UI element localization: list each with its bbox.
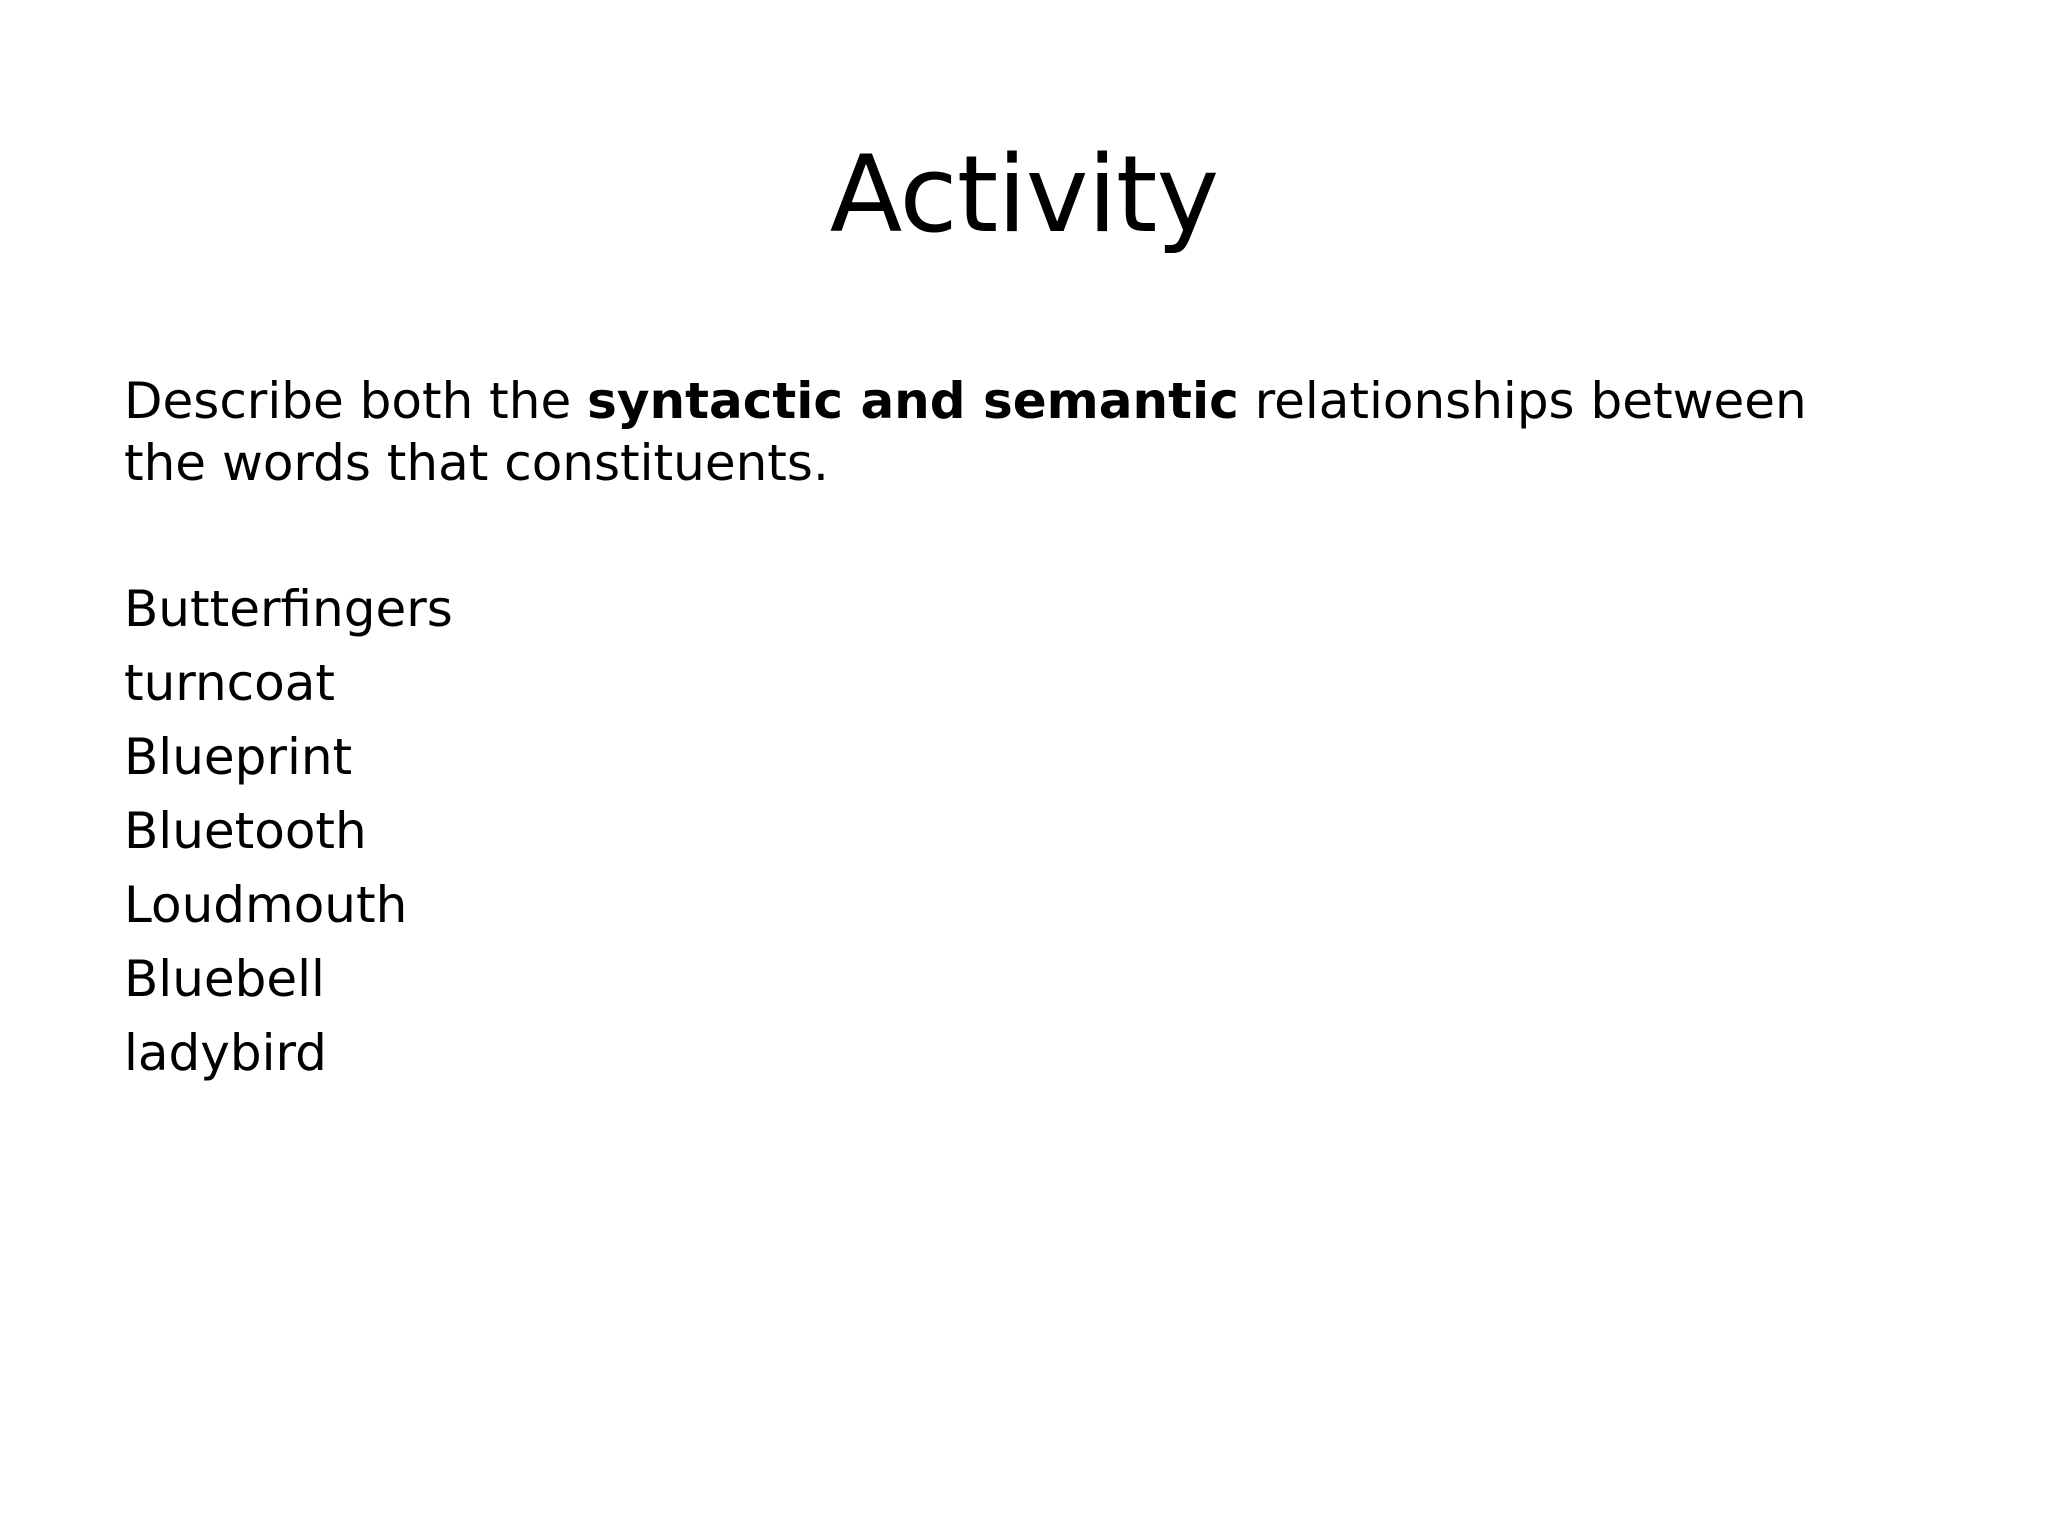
word-item: Bluebell	[124, 950, 325, 1008]
word-item: Butterfingers	[124, 580, 453, 638]
instruction-text-before: Describe both the	[124, 372, 588, 430]
word-item: Loudmouth	[124, 876, 408, 934]
instruction-text	[124, 370, 1904, 494]
word-item: Blueprint	[124, 728, 353, 786]
word-item: ladybird	[124, 1024, 327, 1082]
slide-body	[124, 370, 1944, 1090]
word-item: Bluetooth	[124, 802, 367, 860]
instruction-text-after: relationships between the words that constituents.	[124, 372, 1807, 492]
instruction-text-bold: syntactic and semantic	[587, 372, 1239, 430]
word-list	[124, 572, 1944, 1090]
slide-title: Activity	[829, 133, 1219, 256]
word-item: turncoat	[124, 654, 335, 712]
